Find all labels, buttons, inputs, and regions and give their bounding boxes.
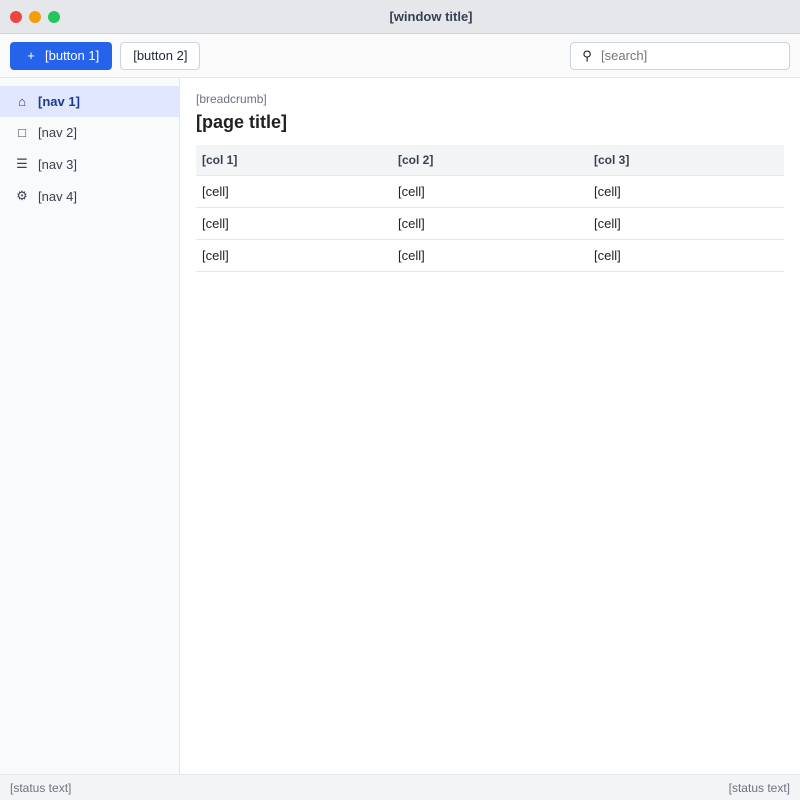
table-cell: [cell]: [392, 240, 588, 272]
breadcrumb: [breadcrumb]: [196, 92, 267, 106]
column-header[interactable]: [col 2]: [392, 145, 588, 176]
status-text-right: [status text]: [728, 780, 790, 795]
table-row[interactable]: [196, 240, 784, 272]
title-bar: [0, 0, 800, 34]
table-cell: [cell]: [392, 176, 588, 208]
gear-icon: ⚙: [16, 188, 28, 203]
primary-button-label: [button 1]: [45, 48, 100, 63]
sidebar-item-label: [nav 4]: [38, 188, 78, 204]
table-cell: [cell]: [588, 240, 784, 272]
search-input[interactable]: [601, 48, 781, 63]
table-cell: [cell]: [392, 208, 588, 240]
sidebar-item-label: [nav 1]: [38, 94, 80, 109]
folder-icon: □: [18, 125, 26, 140]
sidebar-item-label: [nav 2]: [38, 125, 78, 140]
sidebar-item-2[interactable]: [0, 117, 179, 148]
table-cell: [cell]: [196, 176, 392, 208]
secondary-button-label: [button 2]: [133, 48, 188, 63]
toolbar: [0, 34, 800, 78]
table-cell: [cell]: [588, 208, 784, 240]
table-row[interactable]: [196, 208, 784, 240]
data-table: [196, 145, 784, 272]
search-icon: ⚲: [582, 47, 592, 63]
table-cell: [cell]: [588, 176, 784, 208]
content-area: [0, 78, 800, 774]
secondary-button[interactable]: [120, 42, 200, 70]
primary-button[interactable]: [10, 42, 112, 70]
close-window-button[interactable]: [10, 11, 22, 23]
status-text-left: [status text]: [10, 780, 72, 795]
sidebar-item-label: [nav 3]: [38, 156, 78, 172]
sidebar-item-3[interactable]: [0, 148, 179, 180]
list-icon: ☰: [16, 156, 28, 171]
minimize-window-button[interactable]: [29, 11, 41, 23]
window-controls: [10, 11, 60, 23]
sidebar: [0, 78, 180, 774]
sidebar-item-4[interactable]: [0, 180, 179, 212]
table-cell: [cell]: [196, 240, 392, 272]
main-panel: [180, 78, 800, 774]
home-icon: ⌂: [18, 94, 26, 109]
column-header[interactable]: [col 1]: [196, 145, 392, 176]
table-header-row: [196, 145, 784, 176]
table-cell: [cell]: [196, 208, 392, 240]
maximize-window-button[interactable]: [48, 11, 60, 23]
sidebar-item-1[interactable]: [0, 86, 179, 117]
search-box: [570, 42, 790, 70]
table-row[interactable]: [196, 176, 784, 208]
page-title: [page title]: [196, 112, 288, 132]
status-bar: [0, 774, 800, 800]
window-title: [window title]: [389, 9, 473, 24]
column-header[interactable]: [col 3]: [588, 145, 784, 176]
plus-icon: +: [27, 48, 35, 63]
